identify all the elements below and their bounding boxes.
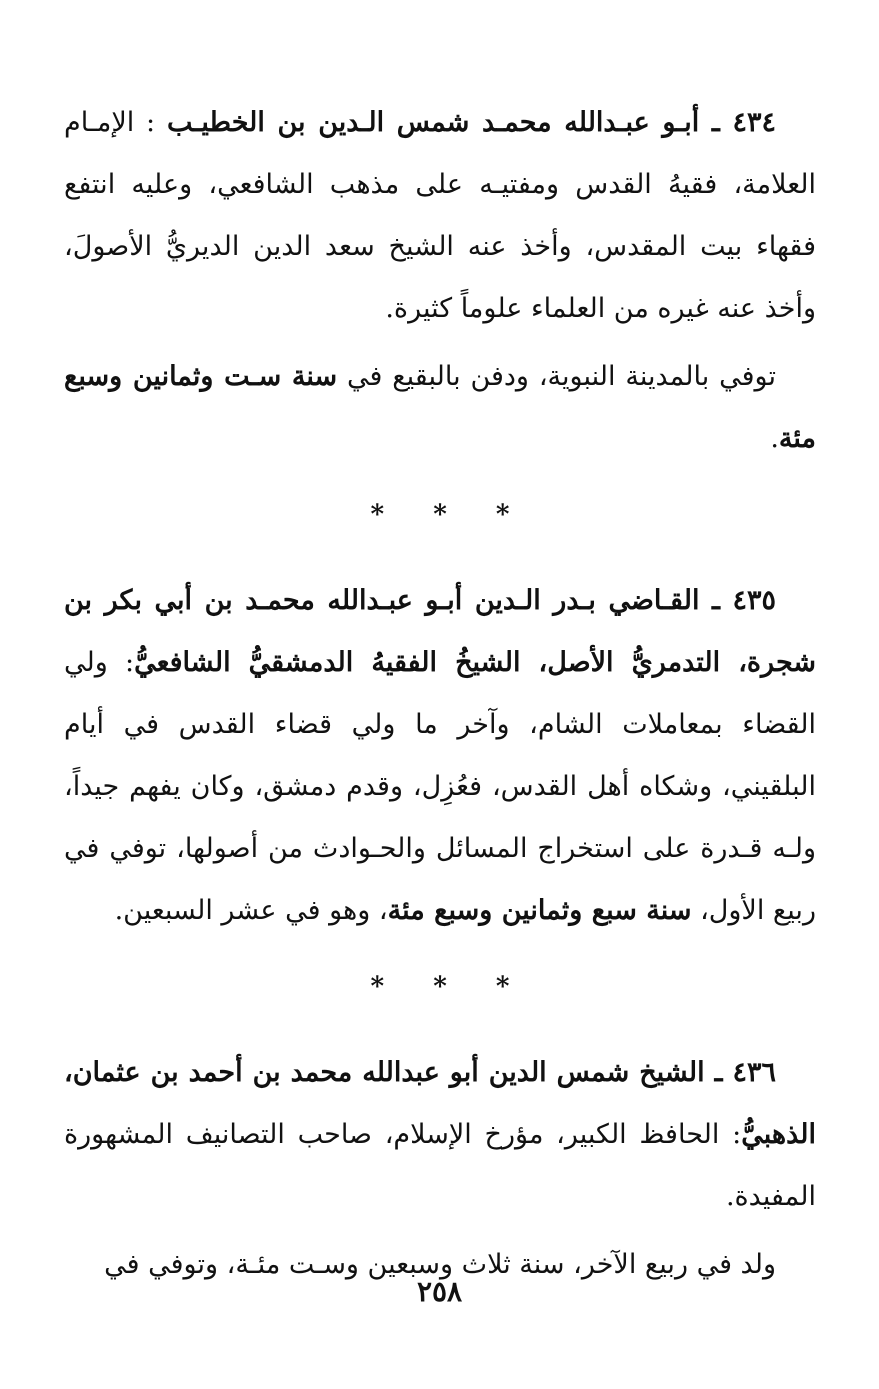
section-separator: * * *: [370, 972, 530, 1002]
entry-birth-paragraph: ولد في ربيع الآخر، سنة ثلاث وسبعين وسـت مئـة، وتوفي في: [104, 1249, 776, 1280]
section-separator: * * *: [370, 500, 530, 530]
entry-heading: ٤٣٥ ـ القـاضي بـدر الـدين أبـو عبـدالله محمـد بن أبي بكر بن شجرة، التدمريُّ الأصل، الشيخُ الفقيهُ الدمشقيُّ الشافعيُّ: [64, 585, 817, 678]
entry-text: .: [770, 423, 779, 454]
entry-435: [64, 570, 816, 942]
page-body: [64, 92, 816, 1300]
entry-heading: ٤٣٤ ـ أبـو عبـدالله محمـد شمس الـدين بن الخطيـب: [166, 107, 777, 138]
entry-text: ، وهو في عشر السبعين.: [114, 895, 388, 926]
entry-paragraph: [64, 570, 816, 942]
entry-paragraph: [64, 1042, 816, 1228]
entry-text: : الحافظ الكبير، مؤرخ الإسلام، صاحب التصانيف المشهورة المفيدة.: [64, 1119, 816, 1212]
entry-436: [64, 1042, 816, 1296]
entry-heading: ٤٣٦ ـ الشيخ شمس الدين أبو عبدالله محمد بن أحمد بن عثمان، الذهبيُّ: [64, 1057, 816, 1150]
entry-text: : ولي القضاء بمعاملات الشام، وآخر ما ولي قضاء القدس في أيام البلقيني، وشكاه أهل القدس، فعُزِل، وقدم دمشق، وكان يفهم جيداً، ولـه قـدرة على استخراج المسائل والحـوادث من أصولها، توفي في ربيع الأول،: [64, 647, 816, 926]
entry-death-paragraph: [64, 346, 816, 470]
entry-text: توفي بالمدينة النبوية، ودفن بالبقيع في: [337, 361, 777, 392]
entry-paragraph: [64, 92, 816, 340]
page-number: ٢٥٨: [416, 1275, 463, 1308]
entry-text: : الإمـام العلامة، فقيهُ القدس ومفتيـه على مذهب الشافعي، وعليه انتفع فقهاء بيت المقدس، وأخذ عنه الشيخ سعد الدين الديريُّ الأصولَ، وأخذ عنه غيره من العلماء علوماً كثيرة.: [64, 107, 816, 324]
death-year: سنة سـت وثمانين وسبع مئة: [64, 361, 816, 454]
death-year: سنة سبع وثمانين وسبع مئة: [387, 895, 692, 926]
entry-434: [64, 92, 816, 470]
